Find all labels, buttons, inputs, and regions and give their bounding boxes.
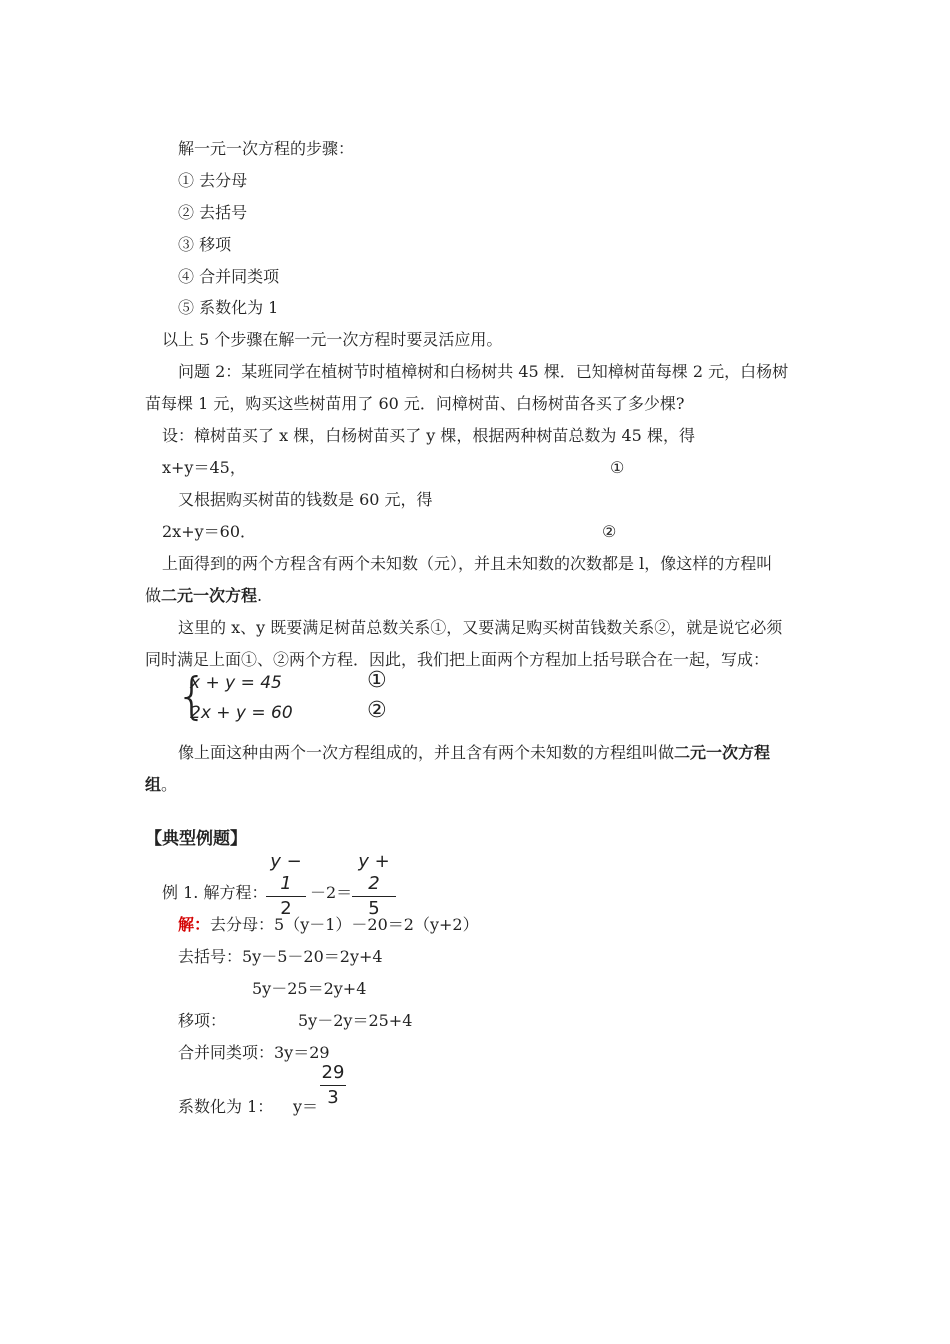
equation-2: 2x+y＝60． — [162, 522, 257, 541]
system-row-1-mark: ① — [367, 668, 387, 693]
steps-title: 解一元一次方程的步骤： — [178, 139, 355, 158]
fraction-1-numerator: y − 1 — [270, 851, 302, 894]
solution-step-5-label: 系数化为 1： — [178, 1097, 274, 1116]
solution-step-4: 合并同类项：3y＝29 — [178, 1043, 330, 1062]
system-definition-term-a: 二元一次方程 — [674, 743, 771, 762]
problem-line-2: 苗每棵 1 元，购买这些树苗用了 60 元．问樟树苗、白杨树苗各买了多少棵? — [145, 394, 685, 413]
system-intro-line-1: 这里的 x、y 既要满足树苗总数关系①，又要满足购买树苗钱数关系②，就是说它必须 — [178, 618, 783, 637]
example-1-middle: －2＝ — [310, 883, 353, 902]
solution-step-3: 5y－2y＝25+4 — [298, 1011, 413, 1030]
fraction-2-denominator: 5 — [368, 898, 380, 919]
system-intro-line-2: 同时满足上面①、②两个方程．因此，我们把上面两个方程加上括号联合在一起，写成： — [145, 650, 770, 669]
equation-1: x+y＝45， — [162, 458, 246, 477]
problem-setup: 设：樟树苗买了 x 棵，白杨树苗买了 y 棵，根据两种树苗总数为 45 棵，得 — [162, 426, 695, 445]
solution-label: 解： — [178, 915, 211, 934]
solution-step-5-y: y＝ — [293, 1097, 319, 1116]
fraction-2-numerator: y + 2 — [358, 851, 390, 894]
step-5: ⑤ 系数化为 1 — [178, 298, 279, 317]
equation-2-mark: ② — [602, 522, 617, 541]
equation-1-mark: ① — [610, 458, 625, 477]
system-row-1: x + y = 45 — [190, 673, 282, 693]
system-row-2: 2x + y = 60 — [190, 703, 293, 723]
definition-line-1: 上面得到的两个方程含有两个未知数（元），并且未知数的次数都是 l，像这样的方程叫 — [162, 554, 773, 573]
system-definition-line-1 — [178, 743, 770, 763]
solution-step-1-text: 去分母：5（y－1）－20＝2（y+2） — [210, 915, 479, 934]
definition-suffix: . — [257, 586, 263, 605]
system-definition-term-b: 组 — [145, 775, 162, 794]
solution-step-3-label: 移项： — [178, 1011, 227, 1030]
definition-line-2 — [145, 586, 262, 606]
system-brace: { — [176, 667, 208, 725]
step-1: ① 去分母 — [178, 171, 248, 190]
definition-prefix: 做 — [145, 586, 162, 605]
fraction-2-bar — [352, 896, 396, 897]
solution-step-1 — [178, 915, 479, 935]
step-2: ② 去括号 — [178, 203, 248, 222]
solution-step-2b: 5y－25＝2y+4 — [252, 979, 367, 998]
fraction-1-bar — [266, 896, 306, 897]
fraction-2 — [352, 851, 396, 920]
system-definition-prefix: 像上面这种由两个一次方程组成的，并且含有两个未知数的方程组叫做 — [178, 743, 675, 762]
fraction-3 — [320, 1062, 346, 1109]
steps-summary: 以上 5 个步骤在解一元一次方程时要灵活应用。 — [162, 330, 503, 349]
fraction-1-denominator: 2 — [280, 898, 292, 919]
examples-heading: 【典型例题】 — [145, 829, 247, 849]
step-3: ③ 移项 — [178, 235, 232, 254]
system-definition-line-2 — [145, 775, 177, 795]
definition-term: 二元一次方程 — [161, 586, 258, 605]
solution-step-2: 去括号：5y－5－20＝2y+4 — [178, 947, 383, 966]
step-4: ④ 合并同类项 — [178, 267, 280, 286]
problem-line-1: 问题 2：某班同学在植树节时植樟树和白杨树共 45 棵．已知樟树苗每棵 2 元，白杨树 — [178, 362, 789, 381]
example-1-label: 例 1. 解方程： — [162, 883, 268, 902]
system-row-2-mark: ② — [367, 698, 387, 723]
fraction-3-numerator: 29 — [321, 1062, 345, 1083]
fraction-1 — [266, 851, 306, 920]
fraction-3-denominator: 3 — [327, 1087, 339, 1108]
system-definition-suffix: 。 — [161, 775, 178, 794]
fraction-3-bar — [320, 1085, 346, 1086]
problem-middle: 又根据购买树苗的钱数是 60 元，得 — [178, 490, 433, 509]
